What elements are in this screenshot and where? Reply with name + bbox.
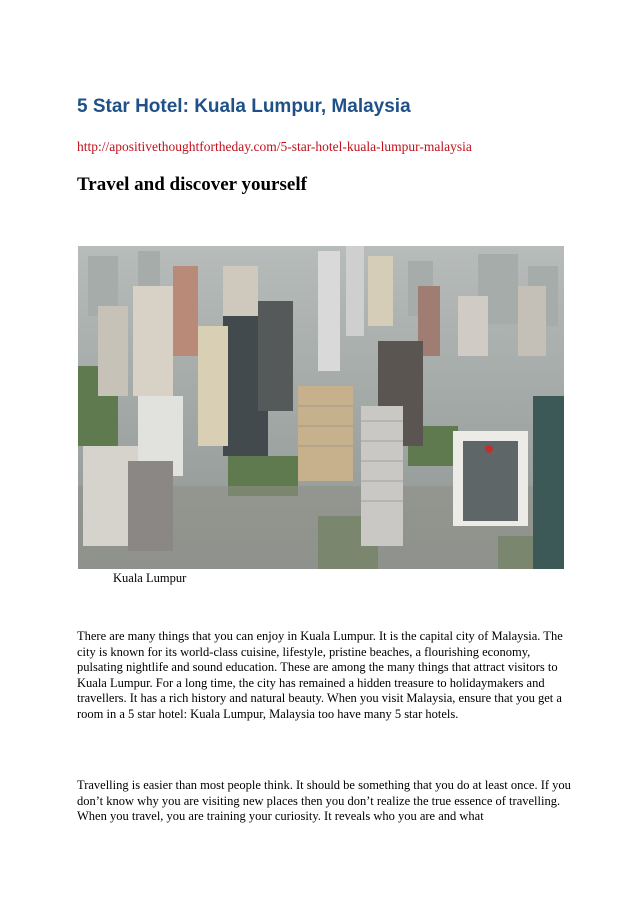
image-caption: Kuala Lumpur bbox=[113, 571, 187, 585]
body-paragraph-1: There are many things that you can enjoy in Kuala Lumpur. It is the capital city of Malaysia. The city is known for its world-class cuisine, lifestyle, pristine beaches, a flourishing economy, pulsating nightlife and sound education. These are among the many things that attract visitors to Kuala Lumpur. For a long time, the city has remained a hidden treasure to holidaymakers and travellers. It has a rich history and natural beauty. When you visit Malaysia, ensure that you get a room in a 5 star hotel: Kuala Lumpur, Malaysia too have many 5 star hotels. bbox=[77, 629, 563, 721]
document-title: 5 Star Hotel: Kuala Lumpur, Malaysia bbox=[77, 96, 411, 117]
kuala-lumpur-aerial-photo bbox=[78, 246, 564, 569]
source-url-link[interactable]: http://apositivethoughtfortheday.com/5-star-hotel-kuala-lumpur-malaysia bbox=[77, 139, 472, 154]
body-paragraph-2: Travelling is easier than most people think. It should be something that you do at least once. If you don’t know why you are visiting new places then you don’t realize the true essence of travelling. When you travel, you are training your curiosity. It reveals who you are and what bbox=[77, 778, 571, 823]
document-subtitle: Travel and discover yourself bbox=[77, 174, 307, 195]
